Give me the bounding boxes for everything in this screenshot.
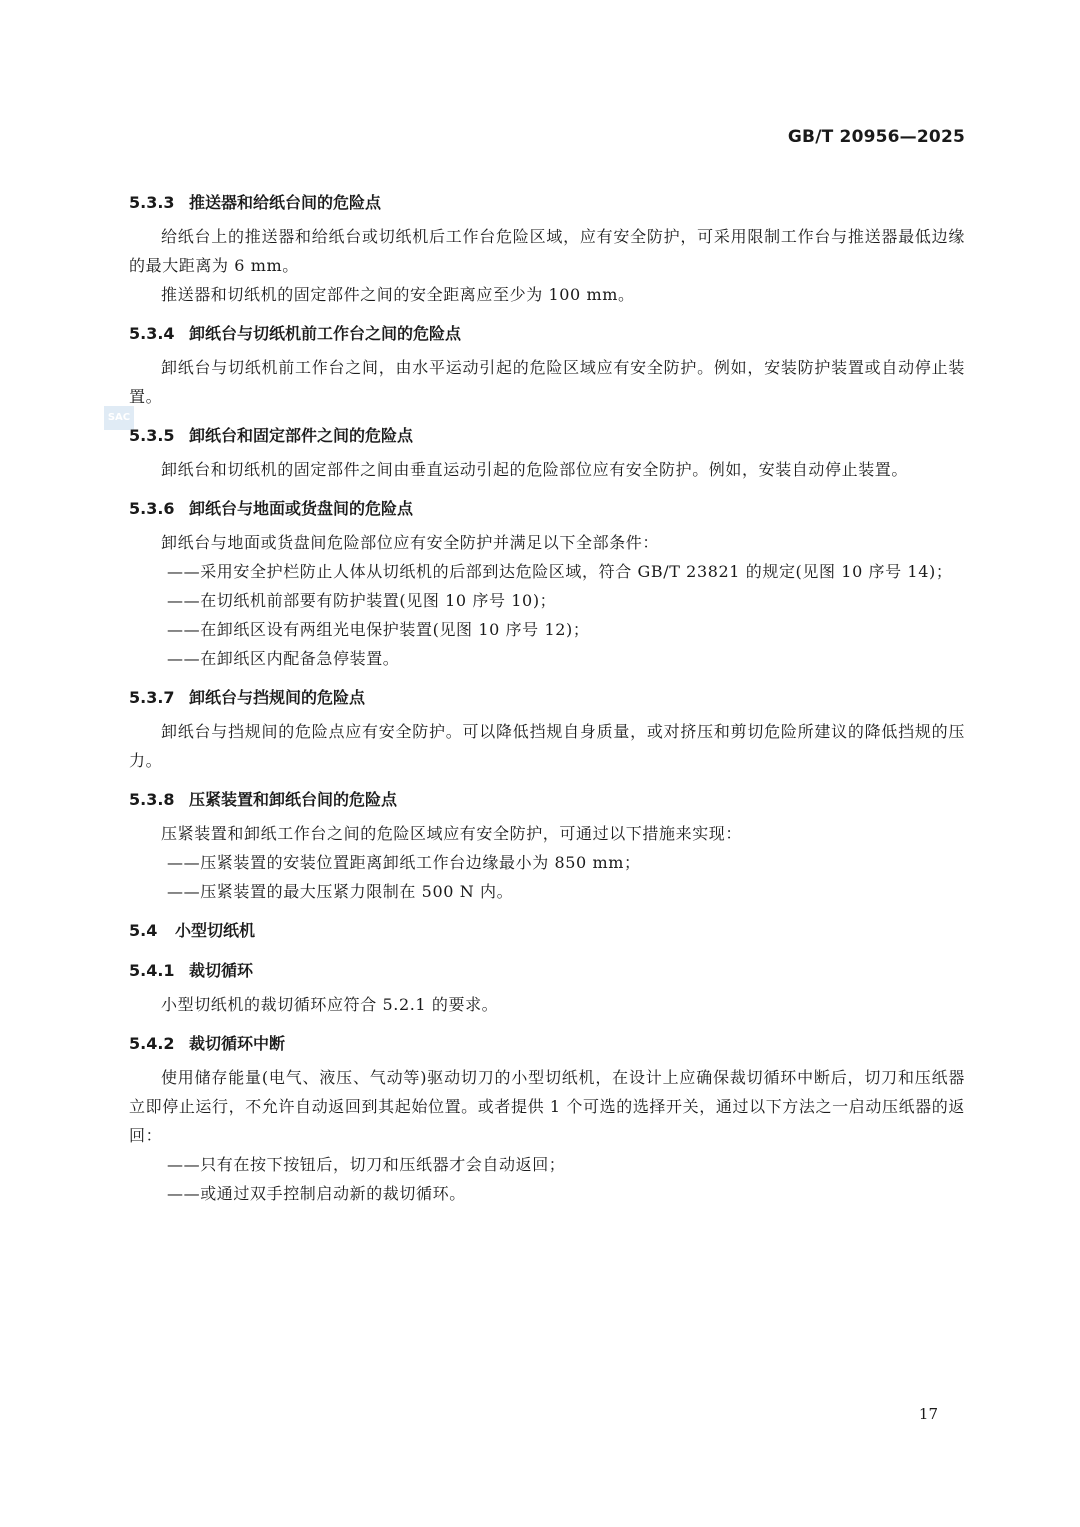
paragraph: 压紧装置和卸纸工作台之间的危险区域应有安全防护，可通过以下措施来实现： [161, 824, 743, 843]
paragraph: 推送器和切纸机的固定部件之间的安全距离应至少为 100 mm。 [161, 285, 635, 304]
section-heading-5-3-3: 5.3.3 推送器和给纸台间的危险点 [129, 193, 382, 212]
section-heading-5-3-6: 5.3.6 卸纸台与地面或货盘间的危险点 [129, 499, 414, 518]
section-heading-5-3-7: 5.3.7 卸纸台与挡规间的危险点 [129, 688, 366, 707]
paragraph: 使用储存能量(电气、液压、气动等)驱动切刀的小型切纸机，在设计上应确保裁切循环中断后，切刀和压纸器立即停止运行，不允许自动返回到其起始位置。或者提供 1 个可选的选择开关，通过以下方法之一启动压纸器的返回： [129, 1068, 965, 1145]
section-heading-5-4: 5.4 小型切纸机 [129, 921, 256, 940]
paragraph: 卸纸台和切纸机的固定部件之间由垂直运动引起的危险部位应有安全防护。例如，安装自动停止装置。 [161, 460, 909, 479]
paragraph: 卸纸台与切纸机前工作台之间，由水平运动引起的危险区域应有安全防护。例如，安装防护装置或自动停止装置。 [129, 358, 965, 406]
list-item: ——采用安全护栏防止人体从切纸机的后部到达危险区域，符合 GB/T 23821 的规定(见图 10 序号 14)； [167, 562, 953, 581]
list-item: ——在卸纸区设有两组光电保护装置(见图 10 序号 12)； [167, 620, 590, 639]
document-body [129, 188, 965, 1208]
page-number: 17 [918, 1405, 938, 1423]
section-heading-5-3-5: 5.3.5 卸纸台和固定部件之间的危险点 [129, 426, 414, 445]
section-heading-5-3-4: 5.3.4 卸纸台与切纸机前工作台之间的危险点 [129, 324, 462, 343]
standard-number: GB/T 20956—2025 [787, 127, 965, 147]
paragraph: 小型切纸机的裁切循环应符合 5.2.1 的要求。 [161, 995, 499, 1014]
section-heading-5-3-8: 5.3.8 压紧装置和卸纸台间的危险点 [129, 790, 398, 809]
paragraph: 给纸台上的推送器和给纸台或切纸机后工作台危险区域，应有安全防护，可采用限制工作台与推送器最低边缘的最大距离为 6 mm。 [129, 227, 965, 275]
list-item: ——在切纸机前部要有防护装置(见图 10 序号 10)； [167, 591, 557, 610]
section-heading-5-4-1: 5.4.1 裁切循环 [129, 961, 254, 980]
watermark-logo: SAC [104, 406, 134, 430]
list-item: ——或通过双手控制启动新的裁切循环。 [167, 1184, 466, 1203]
list-item: ——在卸纸区内配备急停装置。 [167, 649, 400, 668]
paragraph: 卸纸台与地面或货盘间危险部位应有安全防护并满足以下全部条件： [161, 533, 660, 552]
section-heading-5-4-2: 5.4.2 裁切循环中断 [129, 1034, 286, 1053]
list-item: ——只有在按下按钮后，切刀和压纸器才会自动返回； [167, 1155, 566, 1174]
paragraph: 卸纸台与挡规间的危险点应有安全防护。可以降低挡规自身质量，或对挤压和剪切危险所建议的降低挡规的压力。 [129, 722, 965, 770]
list-item: ——压紧装置的最大压紧力限制在 500 N 内。 [167, 882, 514, 901]
list-item: ——压紧装置的安装位置距离卸纸工作台边缘最小为 850 mm； [167, 853, 641, 872]
